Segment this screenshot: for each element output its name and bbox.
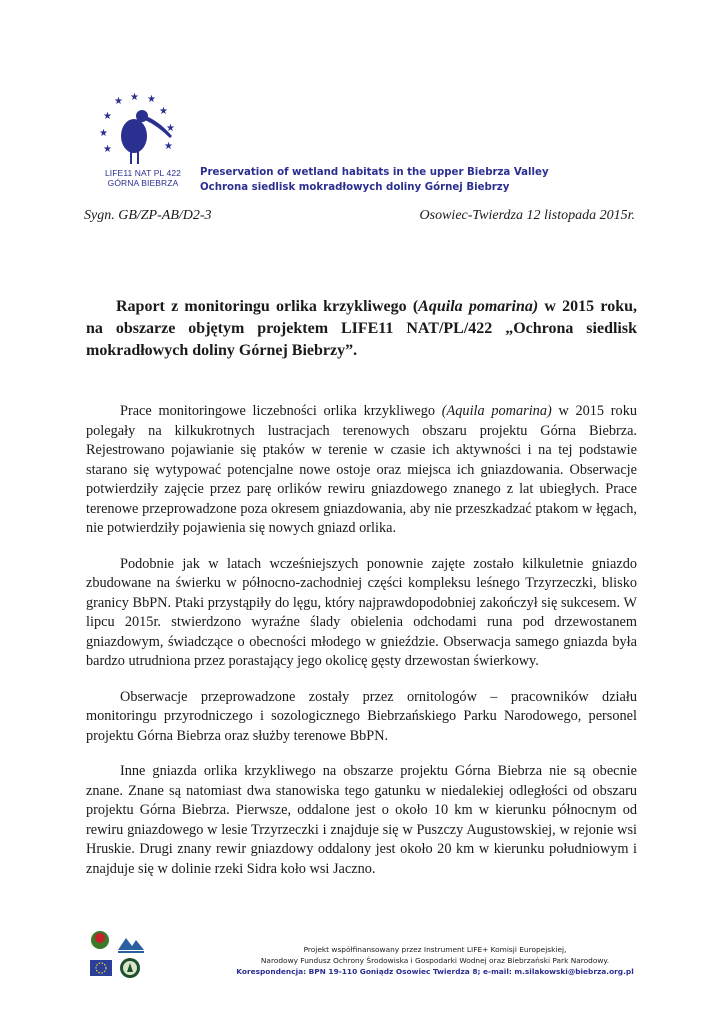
svg-text:★: ★ [103,111,112,122]
svg-text:★: ★ [103,144,112,155]
logo-code-text: LIFE11 NAT PL 422 [104,168,182,178]
biebrza-park-logo-icon [120,958,140,978]
logo-place-text: GÓRNA BIEBRZA [107,178,179,188]
svg-text:★: ★ [166,123,175,134]
footer-funding-line2: Narodowy Fundusz Ochrony Środowiska i Gospodarki Wodnej oraz Biebrzański Park Narodowy. [260,956,610,965]
svg-text:★: ★ [114,96,123,107]
reference-number: Sygn. GB/ZP-AB/D2-3 [84,208,212,223]
paragraph-1-latin: (Aquila pomarina) [441,403,552,419]
svg-text:★: ★ [130,92,139,103]
project-title-pl: Ochrona siedlisk mokradłowych doliny Górnej Biebrzy [200,182,510,193]
place-date: Osowiec-Twierdza 12 listopada 2015r. [419,208,635,223]
paragraph-2: Podobnie jak w latach wcześniejszych ponownie zajęte zostało kilkuletnie gniazdo zbudowane na świerku w północno-zachodniej części kompleksu leśnego Trzyrzeczki, blisko granicy BbPN. Ptaki przystąpiły do lęgu, który najprawdopodobniej zakończył się sukcesem. W lipcu 2015r. stwierdzono wyraźne ślady obielenia odchodami runa pod drzewostanem gniazdowym, świadczące o obecności młodego w gnieździe. Obserwacja samego gniazda była bardzo utrudniona przez porastający jego okolicę gęsty drzewostan świerkowy. [86,555,637,669]
svg-text:★: ★ [159,106,168,117]
paragraph-1-post: w 2015 roku polegały na kilkukrotnych lustracjach terenowych obszaru projektu Górna Biebrza. Rejestrowano pojawianie się ptaków w terenie w czasie ich aktywności i na tej podstawie starano się wytypować potencjalne nowe ostoje oraz miejsca ich gniazdowania. Obserwacje potwierdziły zajęcie przez parę orlików rewiru gniazdowego znanego z lat ubiegłych. Prace terenowe przeprowadzone poza okresem gniazdowania, aby nie przeszkadzać ptakom w łęgach, nie potwierdziły pojawienia się nowych gniazd orlika. [86,403,637,536]
report-body [86,402,637,895]
svg-text:★: ★ [99,128,108,139]
project-title-en: Preservation of wetland habitats in the upper Biebrza Valley [200,167,549,178]
document-title [86,296,637,362]
natura-2000-logo-icon [118,938,144,953]
title-part1: Raport z monitoringu orlika krzykliwego ( [116,298,419,315]
svg-text:★: ★ [147,94,156,105]
paragraph-1-pre: Prace monitoringowe liczebności orlika krzykliwego [120,403,442,419]
title-part2: w 2015 roku, na obszarze objętym projektem LIFE11 NAT/PL/422 „Ochrona siedlisk mokradłowych doliny Górnej Biebrzy”. [86,298,638,359]
title-latin: Aquila pomarina) [418,298,539,315]
footer-funding-line1: Projekt współfinansowany przez Instrument LIFE+ Komisji Europejskiej, [303,945,567,954]
paragraph-3: Obserwacje przeprowadzone zostały przez ornitologów – pracowników działu monitoringu przyrodniczego i sozologicznego Biebrzańskiego Parku Narodowego, personel projektu Górna Biebrza oraz służby terenowe BbPN. [86,688,637,744]
paragraph-4: Inne gniazda orlika krzykliwego na obszarze projektu Górna Biebrza nie są obecnie znane. Znane są natomiast dwa stanowiska tego gatunku w niedalekiej odległości od obszaru projektu Górna Biebrza. Pierwsze, oddalone jest o około 10 km w kierunku północnym od rewiru gniazdowego w lesie Trzyrzeczki i znajduje się w Puszczy Augustowskiej, w rejonie wsi Hruskie. Drugi znany rewir gniazdowy oddalony jest około 20 km w kierunku południowym i znajduje się w dolinie rzeki Sidra koło wsi Jaczno. [86,763,637,877]
nfosigw-logo-icon [91,931,109,949]
eu-flag-icon [90,960,112,976]
footer [200,944,670,977]
funder-logos [88,928,148,980]
curlew-bird-icon [121,110,172,164]
footer-correspondence: Korespondencja: BPN 19-110 Goniądz Osowiec Twierdza 8; e-mail: m.silakowski@biebrza.org.pl [236,967,634,976]
logo-caption [98,168,188,188]
svg-text:★: ★ [164,141,173,152]
paragraph-1 [86,402,637,539]
